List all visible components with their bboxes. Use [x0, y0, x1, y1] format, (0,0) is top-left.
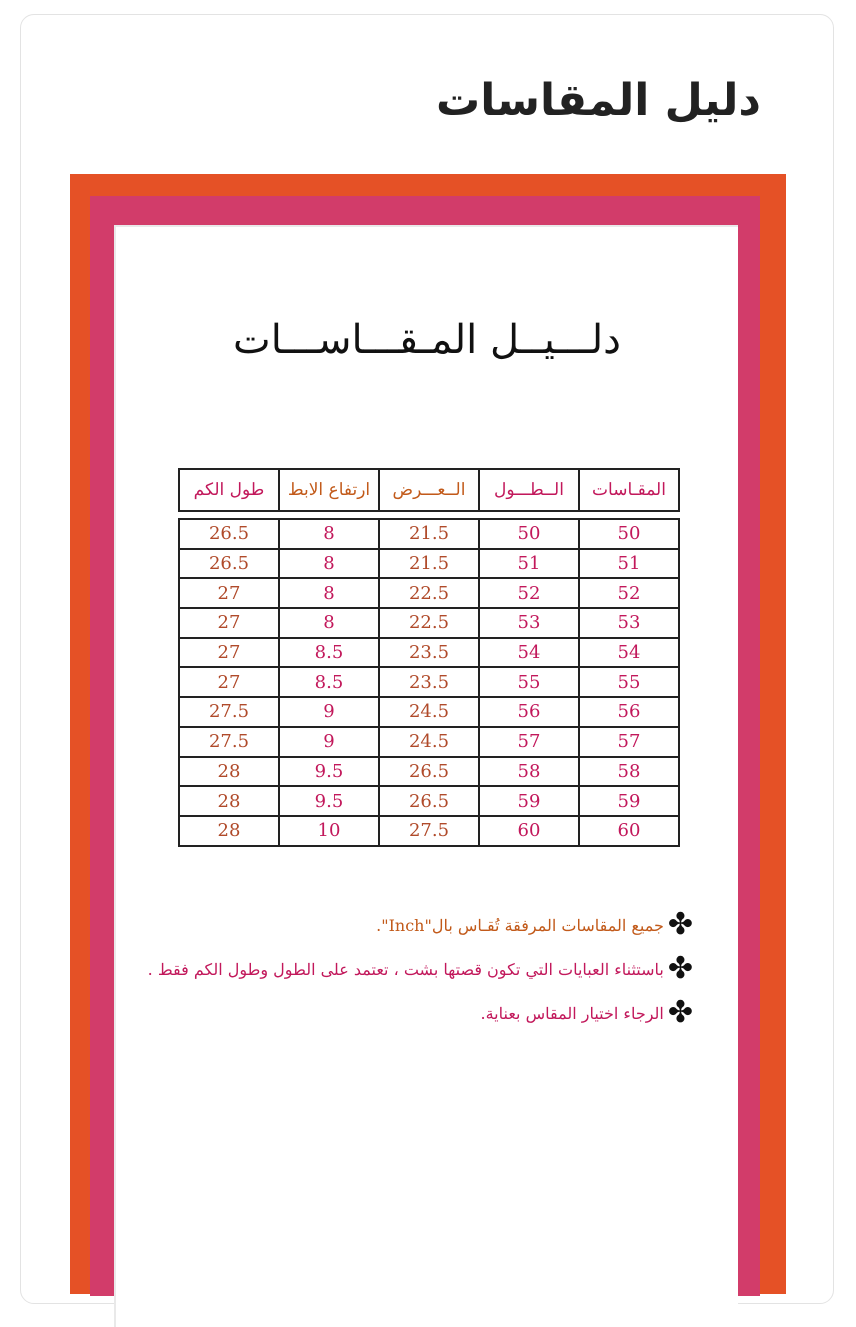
- cell-armhole: 8.5: [279, 667, 379, 697]
- cell-length: 55: [479, 667, 579, 697]
- cell-length: 58: [479, 757, 579, 787]
- table-row: [179, 549, 679, 579]
- note-item: [148, 903, 693, 947]
- header-length: الــطـــول: [479, 469, 579, 511]
- cell-size: 60: [579, 816, 679, 846]
- cell-armhole: 8: [279, 608, 379, 638]
- cell-armhole: 9.5: [279, 757, 379, 787]
- cell-sleeve-length: 27: [179, 667, 279, 697]
- cell-armhole: 8: [279, 519, 379, 549]
- cell-size: 56: [579, 697, 679, 727]
- cell-sleeve-length: 27: [179, 608, 279, 638]
- note-text: الرجاء اختيار المقاس بعناية.: [480, 1003, 664, 1023]
- cell-sleeve-length: 28: [179, 786, 279, 816]
- cell-size: 58: [579, 757, 679, 787]
- cell-width: 26.5: [379, 786, 479, 816]
- cell-size: 51: [579, 549, 679, 579]
- header-width: الــعـــرض: [379, 469, 479, 511]
- table-row: [179, 667, 679, 697]
- note-item: [148, 947, 693, 991]
- club-icon: ✤: [667, 995, 693, 1030]
- cell-armhole: 8.5: [279, 638, 379, 668]
- cell-sleeve-length: 27.5: [179, 697, 279, 727]
- cell-armhole: 9.5: [279, 786, 379, 816]
- size-table-body: [179, 519, 679, 846]
- table-row: [179, 727, 679, 757]
- cell-sleeve-length: 27.5: [179, 727, 279, 757]
- cell-size: 52: [579, 578, 679, 608]
- cell-length: 50: [479, 519, 579, 549]
- cell-size: 59: [579, 786, 679, 816]
- table-row: [179, 608, 679, 638]
- cell-width: 22.5: [379, 608, 479, 638]
- size-guide-panel: [114, 225, 738, 1327]
- cell-sleeve-length: 26.5: [179, 519, 279, 549]
- cell-armhole: 9: [279, 697, 379, 727]
- cell-length: 60: [479, 816, 579, 846]
- cell-width: 24.5: [379, 727, 479, 757]
- cell-width: 21.5: [379, 549, 479, 579]
- note-text: جميع المقاسات المرفقة تُقـاس بال"Inch".: [376, 915, 664, 935]
- cell-sleeve-length: 28: [179, 757, 279, 787]
- size-table: [178, 518, 680, 847]
- cell-length: 57: [479, 727, 579, 757]
- cell-armhole: 10: [279, 816, 379, 846]
- cell-size: 54: [579, 638, 679, 668]
- cell-width: 23.5: [379, 638, 479, 668]
- note-item: [148, 991, 693, 1035]
- header-size: المقـاسات: [579, 469, 679, 511]
- note-text: باستثناء العبايات التي تكون قصتها بشت ، تعتمد على الطول وطول الكم فقط .: [147, 959, 664, 979]
- cell-width: 23.5: [379, 667, 479, 697]
- cell-width: 22.5: [379, 578, 479, 608]
- cell-length: 52: [479, 578, 579, 608]
- table-row: [179, 697, 679, 727]
- table-row: [179, 816, 679, 846]
- table-row: [179, 786, 679, 816]
- size-guide-image: [70, 174, 786, 1294]
- cell-length: 56: [479, 697, 579, 727]
- cell-size: 55: [579, 667, 679, 697]
- cell-width: 24.5: [379, 697, 479, 727]
- cell-width: 21.5: [379, 519, 479, 549]
- header-sleeve-length: طول الكم: [179, 469, 279, 511]
- cell-sleeve-length: 27: [179, 638, 279, 668]
- cell-size: 53: [579, 608, 679, 638]
- table-row: [179, 757, 679, 787]
- page-title: دليل المقاسات: [436, 75, 761, 126]
- cell-width: 26.5: [379, 757, 479, 787]
- cell-length: 53: [479, 608, 579, 638]
- cell-size: 50: [579, 519, 679, 549]
- cell-length: 54: [479, 638, 579, 668]
- cell-sleeve-length: 27: [179, 578, 279, 608]
- cell-sleeve-length: 26.5: [179, 549, 279, 579]
- size-notes: [148, 903, 693, 1035]
- cell-armhole: 8: [279, 578, 379, 608]
- cell-sleeve-length: 28: [179, 816, 279, 846]
- cell-length: 59: [479, 786, 579, 816]
- size-guide-heading: دلـــيــل المـقـــاســـات: [233, 317, 621, 363]
- table-row: [179, 638, 679, 668]
- club-icon: ✤: [667, 951, 693, 986]
- cell-length: 51: [479, 549, 579, 579]
- table-row: [179, 519, 679, 549]
- size-table-header: [178, 468, 680, 512]
- cell-armhole: 8: [279, 549, 379, 579]
- cell-width: 27.5: [379, 816, 479, 846]
- table-row: [179, 578, 679, 608]
- club-icon: ✤: [667, 907, 693, 942]
- header-armhole: ارتفاع الابط: [279, 469, 379, 511]
- cell-armhole: 9: [279, 727, 379, 757]
- cell-size: 57: [579, 727, 679, 757]
